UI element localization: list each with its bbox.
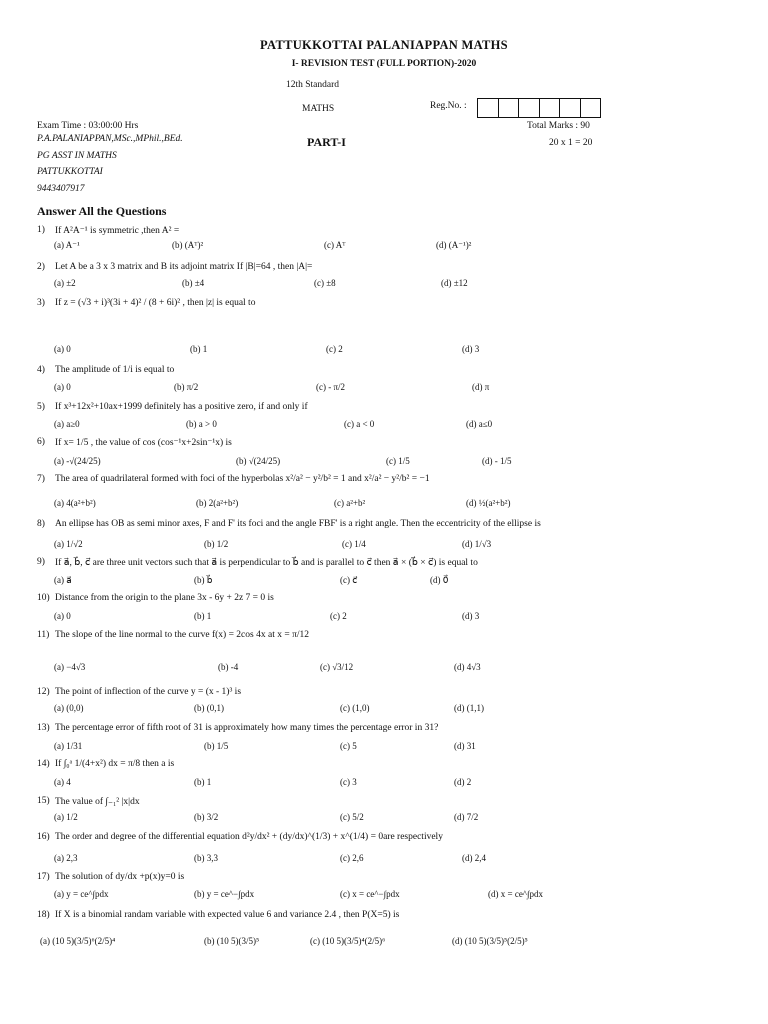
answer-option: (c) (1,0) [340, 703, 370, 713]
answer-option: (d) a≤0 [466, 419, 493, 429]
answer-option: (c) 2 [326, 344, 343, 354]
answer-option: (a) a≥0 [54, 419, 80, 429]
answer-option: (d) 31 [454, 741, 476, 751]
answer-option: (d) 7/2 [454, 812, 479, 822]
answer-option: (b) b⃗ [194, 575, 213, 585]
question-number: 16) [37, 832, 50, 842]
question-text: If ∫₀ᵃ 1/(4+x²) dx = π/8 then a is [55, 759, 175, 769]
answer-option: (b) -4 [218, 662, 239, 672]
answer-option: (a) (0,0) [54, 703, 84, 713]
answer-option: (d) 2 [454, 777, 472, 787]
reg-box[interactable] [477, 98, 498, 118]
part-label: PART-I [307, 135, 346, 149]
answer-option: (c) a < 0 [344, 419, 375, 429]
exam-time: Exam Time : 03:00:00 Hrs [37, 121, 139, 131]
answer-option: (d) π [472, 382, 490, 392]
subject-label: MATHS [302, 104, 335, 114]
answer-option: (c) 2 [330, 611, 347, 621]
answer-option: (b) 3/2 [194, 812, 219, 822]
author-line-1: P.A.PALANIAPPAN,MSc.,MPhil.,BEd. [37, 134, 183, 144]
question-number: 6) [37, 437, 45, 447]
answer-option: (d) 3 [462, 344, 480, 354]
instruction: Answer All the Questions [37, 204, 167, 218]
answer-option: (a) 2,3 [54, 853, 78, 863]
question-number: 9) [37, 557, 45, 567]
reg-box[interactable] [518, 98, 539, 118]
author-line-4: 9443407917 [37, 184, 85, 194]
question-text: The area of quadrilateral formed with foci of the hyperbolas x²/a² − y²/b² = 1 and x²/a² − y²/b² = −1 [55, 474, 430, 484]
answer-option: (d) 0⃗ [430, 575, 449, 585]
question-number: 8) [37, 519, 45, 529]
question-text: If z = (√3 + i)³(3i + 4)² / (8 + 6i)² , then |z| is equal to [55, 298, 256, 308]
answer-option: (a) 0 [54, 382, 71, 392]
answer-option: (b) √(24/25) [236, 456, 281, 466]
answer-option: (d) 2,4 [462, 853, 486, 863]
answer-option: (a) 4 [54, 777, 71, 787]
answer-option: (c) x = ce^−∫pdx [340, 889, 400, 899]
question-text: An ellipse has OB as semi minor axes, F and F' its foci and the angle FBF' is a right angle. Then the eccentricity of the ellipse is [55, 519, 541, 529]
question-number: 3) [37, 298, 45, 308]
answer-option: (c) (10 5)(3/5)⁴(2/5)⁶ [310, 936, 386, 946]
answer-option: (b) 3,3 [194, 853, 218, 863]
answer-option: (d) 1/√3 [462, 539, 492, 549]
answer-option: (d) (A⁻¹)² [436, 240, 472, 250]
question-number: 2) [37, 262, 45, 272]
answer-option: (d) - 1/5 [482, 456, 512, 466]
answer-option: (c) Aᵀ [324, 240, 346, 250]
answer-option: (a) −4√3 [54, 662, 86, 672]
question-number: 15) [37, 796, 50, 806]
reg-box[interactable] [580, 98, 602, 118]
answer-option: (c) 1/4 [342, 539, 366, 549]
marks-calc: 20 x 1 = 20 [549, 138, 593, 148]
question-number: 4) [37, 365, 45, 375]
question-text: The order and degree of the differential equation d²y/dx² + (dy/dx)^(1/3) + x^(1/4) = 0are respectively [55, 832, 443, 842]
question-text: The slope of the line normal to the curve f(x) = 2cos 4x at x = π/12 [55, 630, 309, 640]
answer-option: (b) (Aᵀ)² [172, 240, 204, 250]
reg-box[interactable] [559, 98, 580, 118]
question-text: The point of inflection of the curve y = (x - 1)³ is [55, 687, 242, 697]
answer-option: (b) 1 [194, 777, 212, 787]
answer-option: (a) (10 5)(3/5)⁶(2/5)⁴ [40, 936, 116, 946]
question-text: Distance from the origin to the plane 3x - 6y + 2z 7 = 0 is [55, 593, 274, 603]
question-number: 10) [37, 593, 50, 603]
question-number: 17) [37, 872, 50, 882]
author-line-2: PG ASST IN MATHS [37, 151, 117, 161]
author-line-3: PATTUKKOTTAI [37, 167, 103, 177]
answer-option: (a) A⁻¹ [54, 240, 80, 250]
answer-option: (b) 1/5 [204, 741, 229, 751]
answer-option: (c) 1/5 [386, 456, 410, 466]
question-text: The value of ∫₋₁² |x|dx [55, 797, 140, 807]
question-number: 1) [37, 225, 45, 235]
answer-option: (c) √3/12 [320, 662, 354, 672]
school-title: PATTUKKOTTAI PALANIAPPAN MATHS [260, 38, 508, 52]
question-text: If a⃗, b⃗, c⃗ are three unit vectors such that a⃗ is perpendicular to b⃗ and is parallel to c⃗ then a⃗ × (b⃗ × c⃗) is equal to [55, 558, 478, 568]
answer-option: (d) x = ce^∫pdx [488, 889, 543, 899]
answer-option: (a) ±2 [54, 278, 76, 288]
reg-no-boxes[interactable] [477, 98, 601, 118]
answer-option: (b) 1 [190, 344, 208, 354]
answer-option: (d) ±12 [441, 278, 468, 288]
question-text: If A²A⁻¹ is symmetric ,then A² = [55, 226, 180, 236]
total-marks: Total Marks : 90 [527, 121, 590, 131]
question-text: The amplitude of 1/i is equal to [55, 365, 175, 375]
answer-option: (a) 4(a²+b²) [54, 498, 96, 508]
question-text: Let A be a 3 x 3 matrix and B its adjoint matrix If |B|=64 , then |A|= [55, 262, 313, 272]
answer-option: (c) 2,6 [340, 853, 364, 863]
answer-option: (d) ½(a²+b²) [466, 498, 511, 508]
answer-option: (c) a²+b² [334, 498, 366, 508]
answer-option: (d) 3 [462, 611, 480, 621]
answer-option: (b) a > 0 [186, 419, 217, 429]
answer-option: (b) y = ce^−∫pdx [194, 889, 255, 899]
question-number: 7) [37, 474, 45, 484]
question-text: If X is a binomial randam variable with expected value 6 and variance 2.4 , then P(X=5) is [55, 910, 400, 920]
question-number: 13) [37, 723, 50, 733]
answer-option: (c) - π/2 [316, 382, 346, 392]
question-text: If x³+12x²+10ax+1999 definitely has a positive zero, if and only if [55, 402, 308, 412]
answer-option: (b) 1/2 [204, 539, 229, 549]
standard-label: 12th Standard [286, 80, 340, 90]
question-number: 11) [37, 630, 50, 640]
question-number: 5) [37, 402, 45, 412]
answer-option: (a) 0 [54, 344, 71, 354]
answer-option: (c) 5 [340, 741, 357, 751]
answer-option: (a) 1/31 [54, 741, 83, 751]
answer-option: (c) 5/2 [340, 812, 364, 822]
answer-option: (a) a⃗ [54, 575, 72, 585]
answer-option: (a) 1/2 [54, 812, 78, 822]
answer-option: (d) (10 5)(3/5)⁵(2/5)⁵ [452, 936, 528, 946]
question-number: 12) [37, 687, 50, 697]
answer-option: (b) π/2 [174, 382, 199, 392]
answer-option: (c) 3 [340, 777, 357, 787]
reg-box[interactable] [539, 98, 560, 118]
question-number: 14) [37, 759, 50, 769]
reg-no-label: Reg.No. : [430, 101, 467, 111]
question-text: The percentage error of fifth root of 31 is approximately how many times the percentage error in 31? [55, 723, 439, 733]
answer-option: (c) ±8 [314, 278, 336, 288]
answer-option: (a) 1/√2 [54, 539, 83, 549]
test-title: I- REVISION TEST (FULL PORTION)-2020 [291, 59, 477, 69]
answer-option: (a) 0 [54, 611, 71, 621]
answer-option: (b) 1 [194, 611, 212, 621]
answer-option: (b) 2(a²+b²) [196, 498, 239, 508]
question-text: The solution of dy/dx +p(x)y=0 is [55, 872, 185, 882]
answer-option: (c) c⃗ [340, 575, 358, 585]
answer-option: (d) 4√3 [454, 662, 481, 672]
answer-option: (b) (0,1) [194, 703, 224, 713]
answer-option: (d) (1,1) [454, 703, 484, 713]
question-text: If x= 1/5 , the value of cos (cos⁻¹x+2sin⁻¹x) is [55, 438, 232, 448]
answer-option: (a) y = ce^∫pdx [54, 889, 109, 899]
answer-option: (b) (10 5)(3/5)⁵ [204, 936, 260, 946]
reg-box[interactable] [498, 98, 519, 118]
answer-option: (b) ±4 [182, 278, 205, 288]
answer-option: (a) -√(24/25) [54, 456, 101, 466]
question-number: 18) [37, 910, 50, 920]
